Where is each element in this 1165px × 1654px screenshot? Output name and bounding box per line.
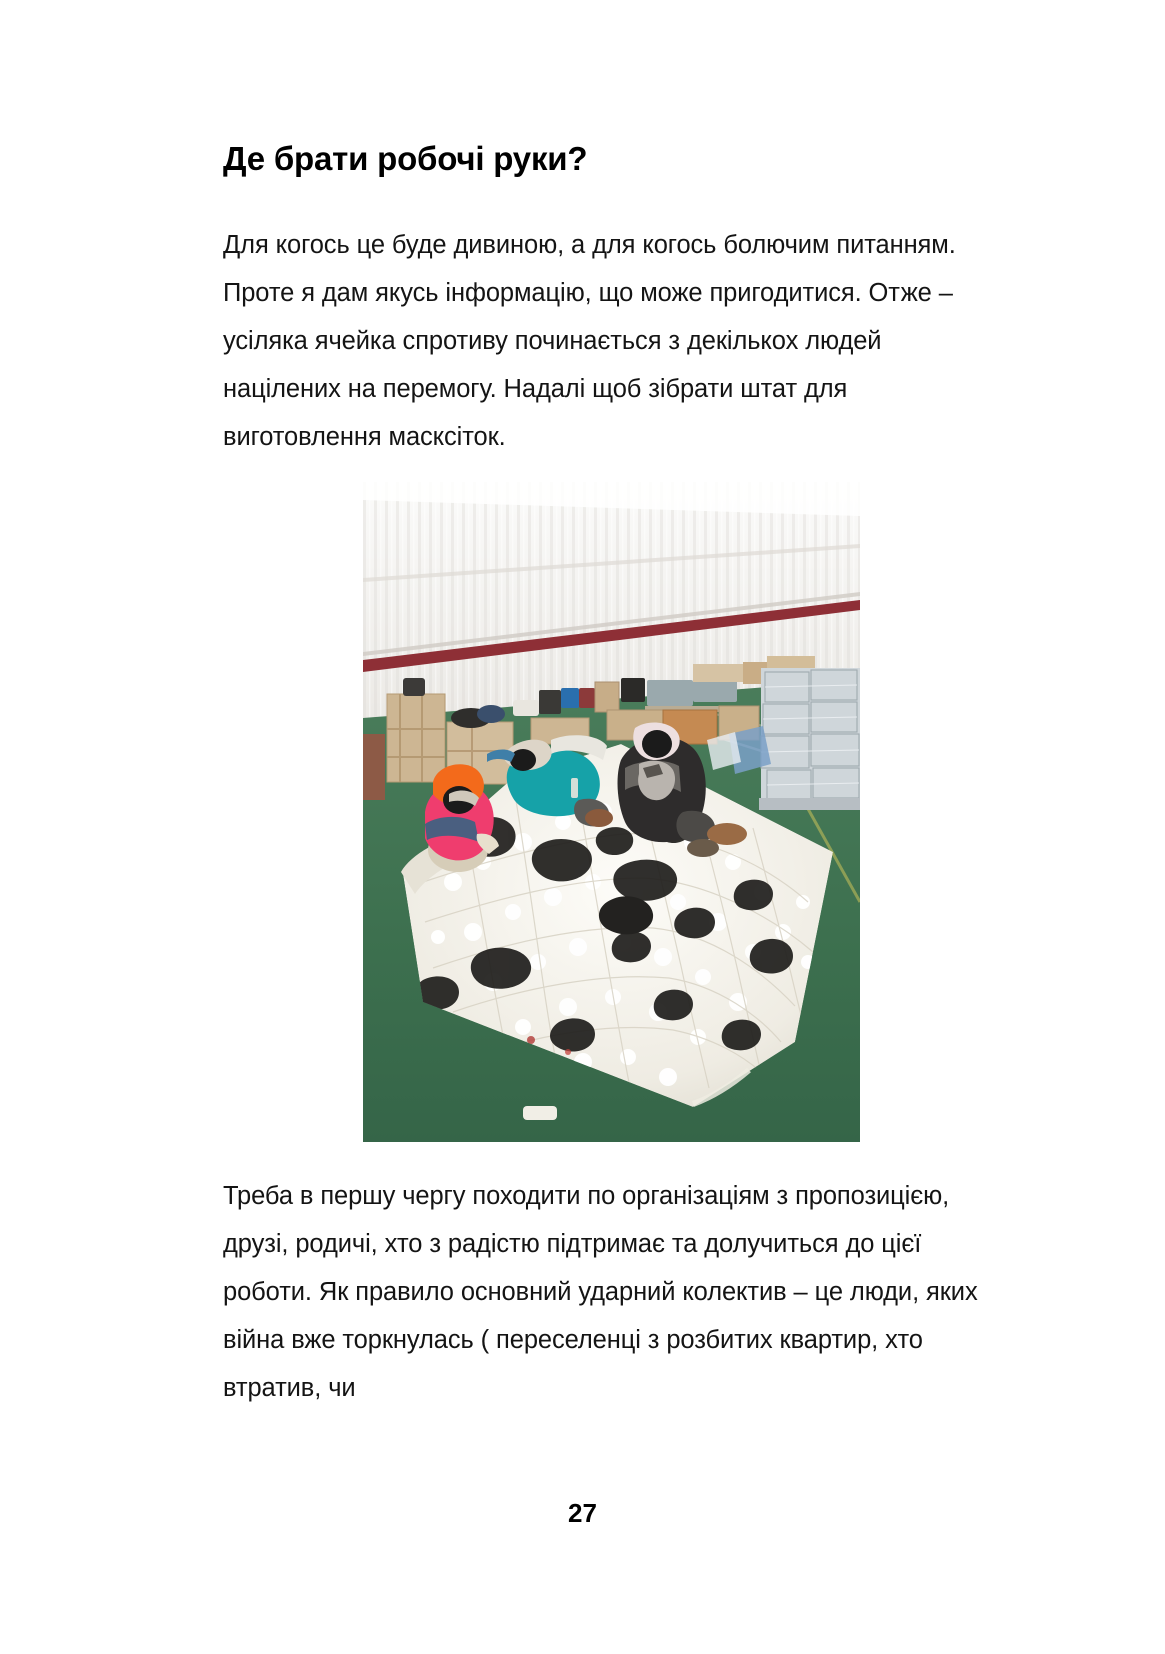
paragraph-one: Для когось це буде дивиною, а для когось болючим питанням. Проте я дам якусь інформацію, що може пригодитися. Отже – усіляка ячейка спротиву починається з декількох людей націлених на перемогу. Надалі щоб зібрати штат для виготовлення масксіток.	[223, 230, 956, 451]
page-number: 27	[568, 1498, 597, 1528]
paragraph-two: Треба в першу чергу походити по організаціям з пропозицією, друзі, родичі, хто з радістю підтримає та долучиться до цієї роботи. Як правило основний ударний колектив – це люди, яких війна вже торкнулась ( переселенці з розбитих квартир, хто втратив, чи	[223, 1182, 978, 1402]
paragraph-two-wrapper	[223, 1172, 1003, 1412]
page-content	[223, 140, 983, 461]
figure-volunteers-weaving-net	[363, 482, 860, 1142]
figure-illustration	[363, 482, 860, 1142]
page-title: Де брати робочі руки?	[223, 140, 588, 177]
